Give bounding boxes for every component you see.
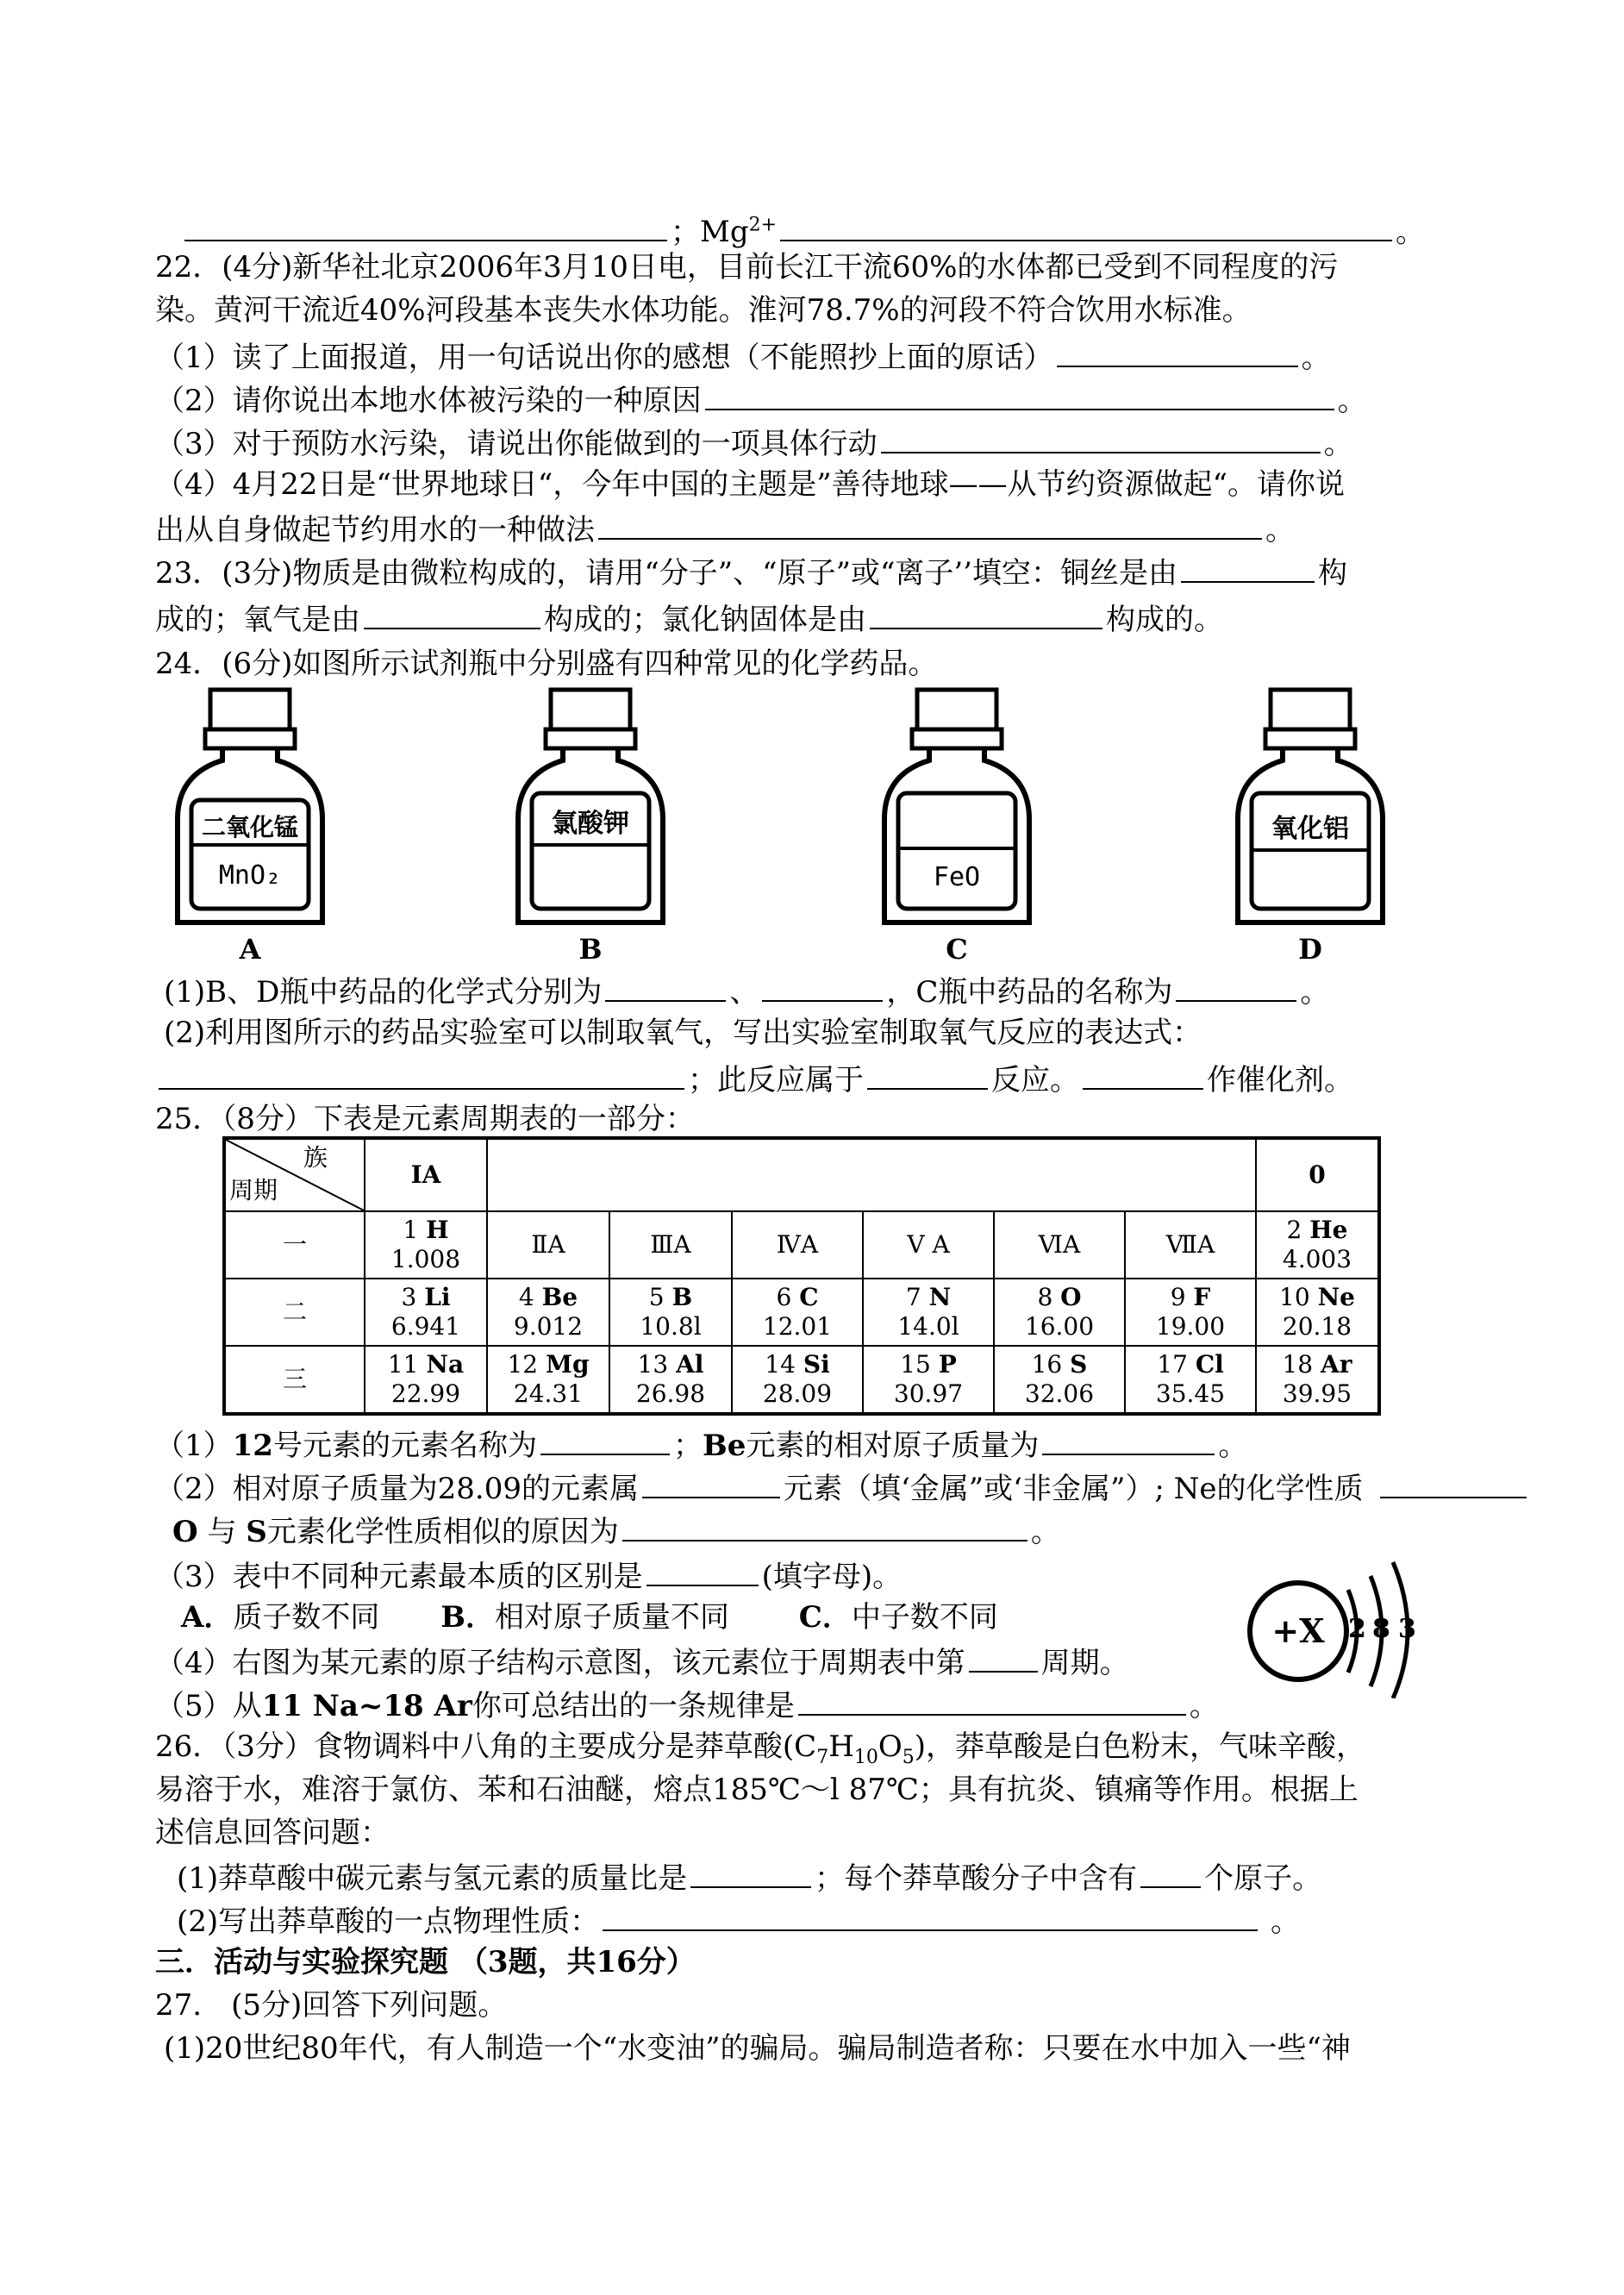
q22-stem-1: 22．(4分)新华社北京2006年3月10日电，目前长江干流60%的水体都已受到不同程度的污 [155, 250, 1339, 285]
atom-nucleus: +X [1271, 1611, 1325, 1650]
element-al: 13 Al 26.98 [609, 1346, 732, 1414]
q25-blank-7[interactable] [969, 1642, 1038, 1673]
q21-semicolon: ； [671, 215, 700, 250]
q26-blank-1[interactable] [690, 1857, 811, 1888]
group-via-header: ⅥA [994, 1211, 1125, 1279]
q24-blank-2[interactable] [762, 971, 883, 1002]
bottle-d-outline-icon [1233, 681, 1388, 931]
bottle-c-outline-icon [879, 681, 1034, 931]
bottle-b [513, 681, 668, 974]
q21-blank-2[interactable] [780, 210, 1392, 241]
q27-stem: 27. (5分)回答下列问题。 [155, 1988, 508, 2023]
q25-options [181, 1598, 998, 1636]
element-mg: 12 Mg 24.31 [487, 1346, 609, 1414]
q24-stem: 24．(6分)如图所示试剂瓶中分别盛有四种常见的化学药品。 [155, 647, 938, 681]
bottle-a-outline-icon [172, 681, 328, 931]
q26-line-3: 述信息回答问题： [155, 1816, 390, 1850]
q26-blank-3[interactable] [603, 1900, 1258, 1931]
q22-blank-1[interactable] [1057, 336, 1298, 367]
q22-part-3: （3）对于预防水污染，请说出你能做到的一项具体行动 。 [155, 422, 1353, 463]
q24-part-2: (2)利用图所示的药品实验室可以制取氧气，写出实验室制取氧气反应的表达式： [164, 1016, 1202, 1050]
q25-blank-5[interactable] [622, 1510, 1027, 1541]
bottle-c-letter: C [946, 933, 968, 966]
reagent-bottles-figure [155, 681, 1465, 974]
element-li: 3 Li 6.941 [365, 1279, 487, 1346]
element-c: 6 C 12.01 [732, 1279, 863, 1346]
group-iia-header: ⅡA [487, 1211, 609, 1279]
q24-part-2b: ；此反应属于 反应。 作催化剂。 [155, 1059, 1353, 1099]
element-be: 4 Be 9.012 [487, 1279, 609, 1346]
period-1-label: 一 [224, 1211, 365, 1279]
element-h: 1 H 1.008 [365, 1211, 487, 1279]
atom-structure-diagram [1241, 1552, 1422, 1698]
q25-part-1: （1）12号元素的元素名称为 ；Be元素的相对原子质量为 。 [155, 1424, 1247, 1465]
bottle-d-name: 氧化铝 [1271, 814, 1349, 844]
q23-blank-2[interactable] [364, 598, 540, 629]
element-cl: 17 Cl 35.45 [1125, 1346, 1256, 1414]
q24-blank-5[interactable] [867, 1059, 988, 1090]
group-iva-header: ⅣA [732, 1211, 863, 1279]
q25-part-5: （5）从11 Na~18 Ar你可总结出的一条规律是 。 [155, 1685, 1219, 1725]
bottle-a-name: 二氧化锰 [201, 813, 298, 841]
bottle-b-letter: B [578, 933, 603, 966]
q22-part-4-1: （4）4月22日是“世界地球日“，今年中国的主题是”善待地球——从节约资源做起“。请你说 [155, 467, 1346, 502]
element-si: 14 Si 28.09 [732, 1346, 863, 1414]
q22-stem-2: 染。黄河干流近40%河段基本丧失水体功能。淮河78.7%的河段不符合饮用水标准。 [155, 293, 1252, 328]
bottle-d [1233, 681, 1388, 974]
q24-blank-4[interactable] [159, 1059, 684, 1090]
q24-blank-1[interactable] [605, 971, 726, 1002]
period-3-label: 三 [224, 1346, 365, 1414]
q25-blank-1[interactable] [540, 1424, 670, 1455]
section-3-title: 三．活动与实验探究题 （3题，共16分） [155, 1945, 696, 1979]
q25-blank-4[interactable] [1380, 1467, 1527, 1498]
q26-line-2: 易溶于水，难溶于氯仿、苯和石油醚，熔点185℃～l 87℃；具有抗炎、镇痛等作用。根据上 [155, 1773, 1359, 1807]
corner-group-label: 族 [303, 1143, 328, 1172]
corner-period-label: 周期 [229, 1176, 278, 1204]
q21-tail-line [181, 207, 1425, 251]
table-corner [224, 1138, 365, 1211]
q25-part-2: （2）相对原子质量为28.09的元素属 元素（填‘金属”或‘非金属”）; Ne的化学性质 [155, 1467, 1530, 1508]
group-iiia-header: ⅢA [609, 1211, 732, 1279]
bottle-a-formula: MnO₂ [218, 860, 282, 891]
option-a[interactable]: A．质子数不同 [181, 1600, 380, 1635]
q25-part-4: （4）右图为某元素的原子结构示意图，该元素位于周期表中第 周期。 [155, 1642, 1129, 1682]
element-s: 16 S 32.06 [994, 1346, 1125, 1414]
q22-part-1: （1）读了上面报道，用一句话说出你的感想（不能照抄上面的原话） 。 [155, 336, 1331, 377]
q25-part-3: （3）表中不同种元素最本质的区别是 (填字母)。 [155, 1555, 902, 1596]
q26-part-2: (2)写出莽草酸的一点物理性质： 。 [177, 1900, 1300, 1941]
periodic-table [222, 1136, 1381, 1416]
element-f: 9 F 19.00 [1125, 1279, 1256, 1346]
group-va-header: V A [863, 1211, 994, 1279]
element-ne: 10 Ne 20.18 [1256, 1279, 1379, 1346]
q22-part-4-2: 出从自身做起节约用水的一种做法 。 [155, 509, 1295, 549]
bottle-d-letter: D [1298, 933, 1322, 966]
element-o: 8 O 16.00 [994, 1279, 1125, 1346]
option-b[interactable]: B．相对原子质量不同 [440, 1600, 729, 1635]
option-c[interactable]: C．中子数不同 [798, 1600, 998, 1635]
q25-blank-3[interactable] [642, 1467, 780, 1498]
bottle-b-name: 氯酸钾 [552, 809, 629, 839]
bottle-c-formula: FeO [933, 862, 981, 892]
q23-line-2: 成的；氧气是由 构成的；氯化钠固体是由 构成的。 [155, 598, 1223, 639]
group-0-header: 0 [1256, 1138, 1379, 1211]
element-n: 7 N 14.0l [863, 1279, 994, 1346]
period-2-label: 二 [224, 1279, 365, 1346]
q25-blank-8[interactable] [798, 1685, 1186, 1716]
q23-line-1: 23．(3分)物质是由微粒构成的，请用“分子”、“原子”或“离子’’填空：铜丝是由 构 [155, 552, 1347, 592]
bottle-a-letter: A [239, 933, 261, 966]
q22-blank-3[interactable] [881, 422, 1321, 453]
element-p: 15 P 30.97 [863, 1346, 994, 1414]
q26-blank-2[interactable] [1140, 1857, 1201, 1888]
q23-blank-3[interactable] [870, 598, 1102, 629]
atom-shell-2: 8 [1372, 1614, 1390, 1644]
bottle-a [172, 681, 328, 974]
q24-blank-6[interactable] [1083, 1059, 1203, 1090]
q24-blank-3[interactable] [1176, 971, 1296, 1002]
q26-part-1: (1)莽草酸中碳元素与氢元素的质量比是 ；每个莽草酸分子中含有 个原子。 [177, 1857, 1321, 1898]
q27-part-1: (1)20世纪80年代，有人制造一个“水变油”的骗局。骗局制造者称：只要在水中加入一些“神 [164, 2031, 1351, 2066]
q22-part-2: （2）请你说出本地水体被污染的一种原因 。 [155, 379, 1367, 420]
q22-blank-2[interactable] [705, 379, 1334, 410]
bottle-c [879, 681, 1034, 974]
group-viia-header: ⅦA [1125, 1211, 1256, 1279]
q25-stem: 25．（8分）下表是元素周期表的一部分： [155, 1102, 695, 1136]
q21-blank-1[interactable] [184, 210, 667, 241]
group-ia-header: IA [365, 1138, 487, 1211]
q21-end: 。 [1396, 215, 1426, 250]
atom-shell-1: 2 [1348, 1614, 1366, 1644]
element-b: 5 B 10.8l [609, 1279, 732, 1346]
q25-blank-2[interactable] [1042, 1424, 1215, 1455]
q24-part-1: (1)B、D瓶中药品的化学式分别为 、 ，C瓶中药品的名称为 。 [164, 971, 1329, 1011]
q26-line-1: 26．（3分）食物调料中八角的主要成分是莽草酸$(C_7H_{10}O_5)$，莽草酸是白色粉末，气味辛酸， [155, 1729, 1365, 1768]
q23-blank-1[interactable] [1181, 552, 1315, 583]
q25-part-2c: O 与 S元素化学性质相似的原因为 。 [172, 1510, 1060, 1551]
element-na: 11 Na 22.99 [365, 1346, 487, 1414]
element-ar: 18 Ar 39.95 [1256, 1346, 1379, 1414]
atom-shell-3: 3 [1398, 1614, 1416, 1644]
q21-ion: $Mg^{2+}$ [700, 215, 778, 250]
q25-blank-6[interactable] [646, 1555, 759, 1586]
element-he: 2 He 4.003 [1256, 1211, 1379, 1279]
q22-blank-4[interactable] [598, 509, 1262, 540]
group-blank-header [487, 1138, 1256, 1211]
